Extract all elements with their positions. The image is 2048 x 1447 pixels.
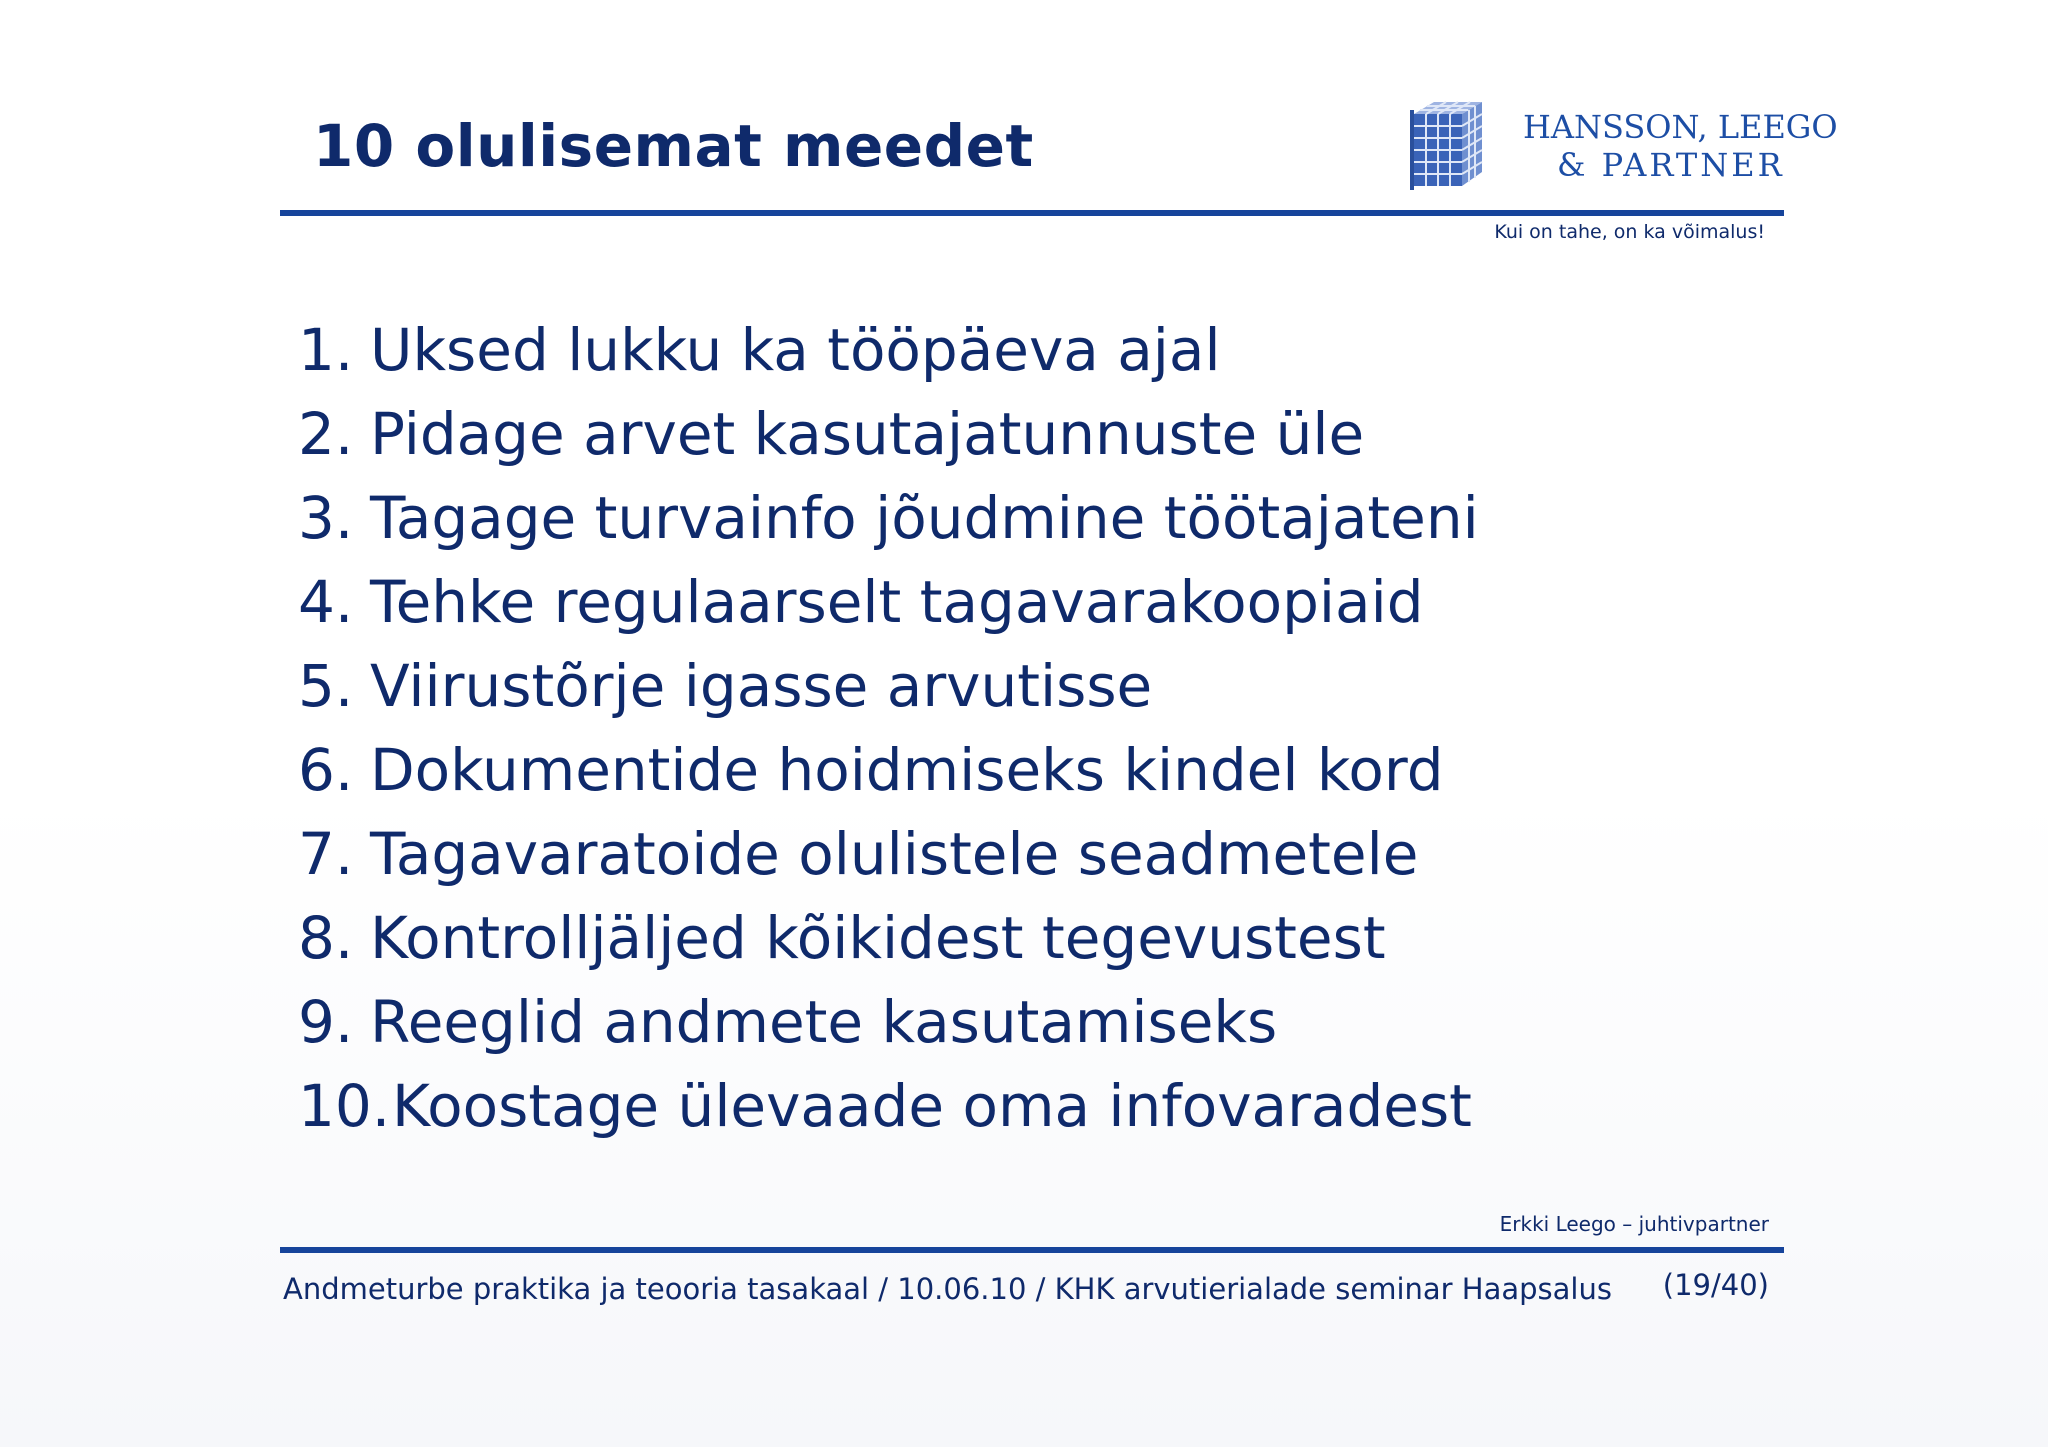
list-item-number: 7. (298, 820, 354, 888)
list-item-number: 1. (298, 316, 354, 384)
page-number: (19/40) (1662, 1268, 1769, 1302)
list-item-text: Pidage arvet kasutajatunnuste üle (370, 400, 1365, 468)
list-item (298, 560, 1479, 644)
list-item-text: Koostage ülevaade oma infovaradest (392, 1072, 1472, 1140)
list-item-text: Tehke regulaarselt tagavarakoopiaid (370, 568, 1424, 636)
list-item (298, 896, 1479, 980)
author-credit: Erkki Leego – juhtivpartner (1499, 1212, 1769, 1236)
list-item-number: 5. (298, 652, 354, 720)
list-item-text: Viirustõrje igasse arvutisse (370, 652, 1153, 720)
list-item-text: Tagage turvainfo jõudmine töötajateni (370, 484, 1479, 552)
list-item (298, 308, 1479, 392)
list-item (298, 392, 1479, 476)
tagline: Kui on tahe, on ka võimalus! (1494, 221, 1765, 243)
list-item-number: 4. (298, 568, 354, 636)
list-item-number: 8. (298, 904, 354, 972)
list-item (298, 980, 1479, 1064)
measures-list (298, 308, 1479, 1148)
footer-divider (280, 1247, 1784, 1253)
footer-event: Andmeturbe praktika ja teooria tasakaal / 10.06.10 / KHK arvutierialade seminar Haapsalus (283, 1272, 1612, 1306)
list-item (298, 476, 1479, 560)
list-item-text: Tagavaratoide olulistele seadmetele (370, 820, 1419, 888)
list-item-text: Dokumentide hoidmiseks kindel kord (370, 736, 1444, 804)
list-item-number: 2. (298, 400, 354, 468)
slide-title: 10 olulisemat meedet (313, 112, 1034, 180)
list-item-text: Kontrolljäljed kõikidest tegevustest (370, 904, 1386, 972)
list-item-number: 6. (298, 736, 354, 804)
company-logo (1408, 100, 1838, 200)
company-name-line1: HANSSON, LEEGO (1523, 108, 1838, 146)
cube-logo-icon (1408, 100, 1508, 195)
list-item-number: 10. (298, 1072, 391, 1140)
list-item-number: 9. (298, 988, 354, 1056)
company-name (1523, 108, 1838, 184)
list-item-text: Reeglid andmete kasutamiseks (370, 988, 1278, 1056)
list-item (298, 728, 1479, 812)
header-divider (280, 210, 1784, 216)
list-item (298, 644, 1479, 728)
list-item-number: 3. (298, 484, 354, 552)
list-item-text: Uksed lukku ka tööpäeva ajal (370, 316, 1221, 384)
company-name-line2: & PARTNER (1557, 146, 1785, 184)
list-item (298, 1064, 1479, 1148)
list-item (298, 812, 1479, 896)
